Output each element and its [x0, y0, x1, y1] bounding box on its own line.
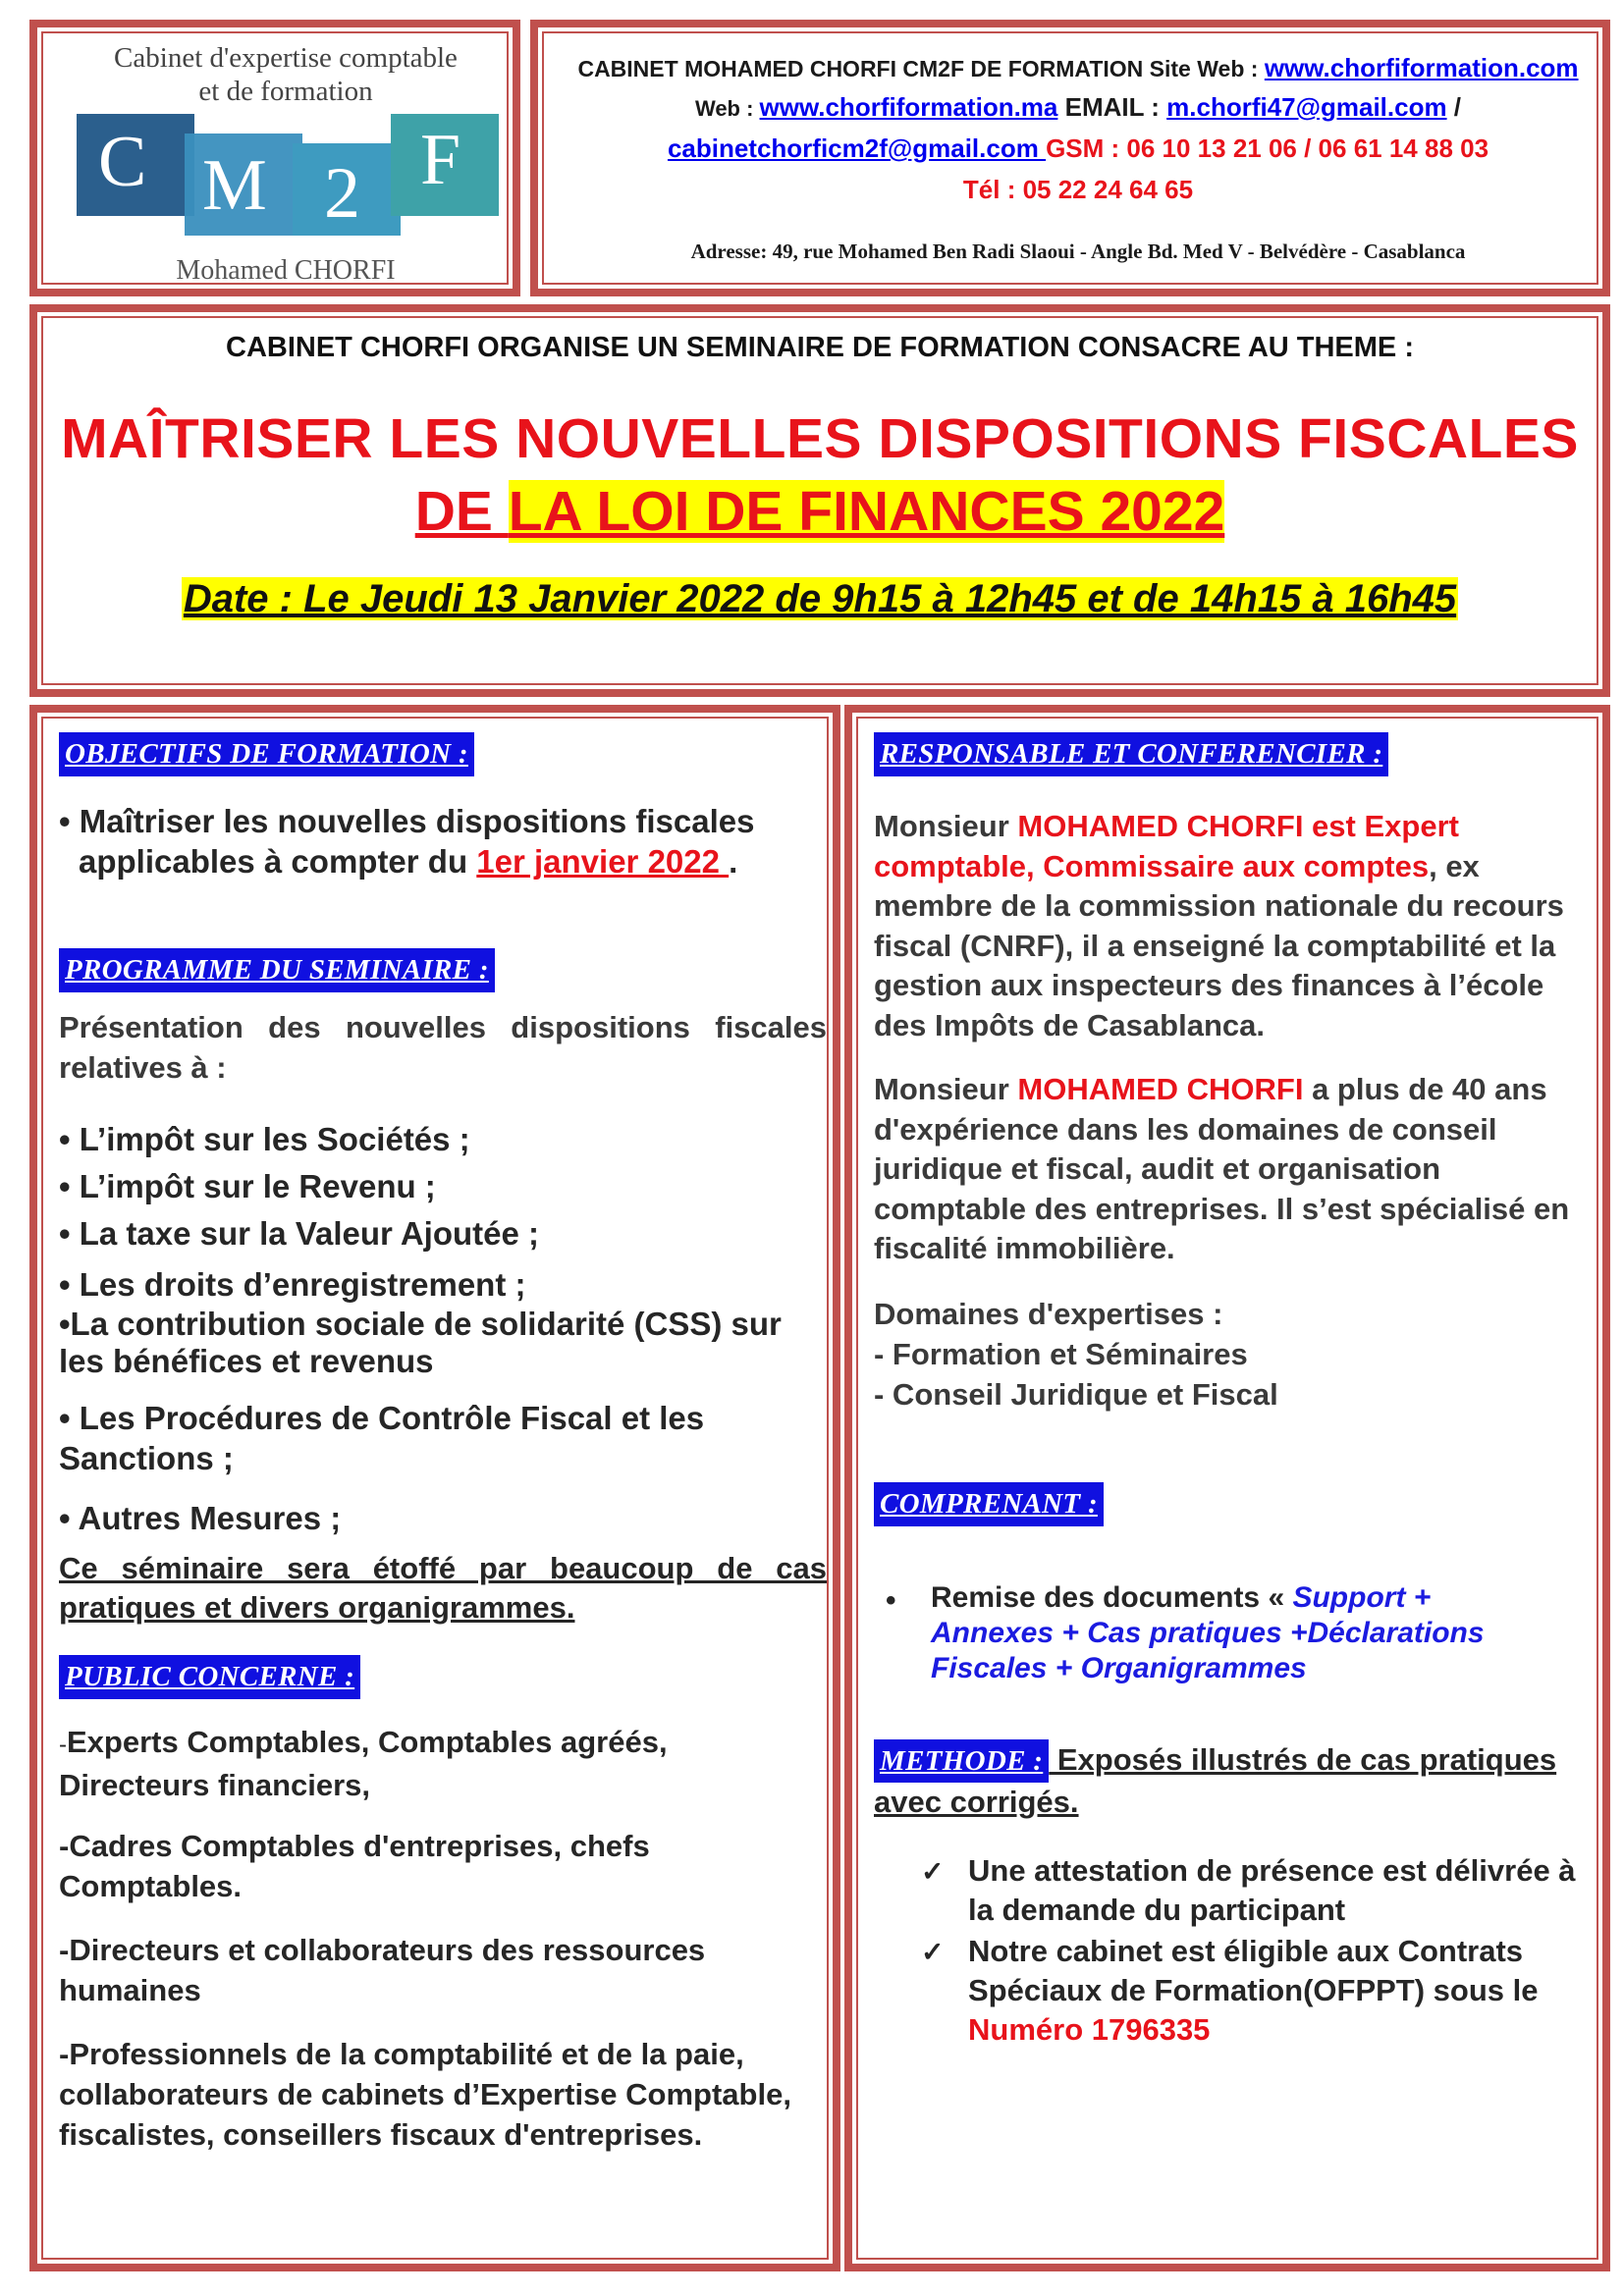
ofppt-text: Notre cabinet est éligible aux Contrats Spéciaux de Formation(OFPPT) sous le Numéro 1796335 [968, 1934, 1539, 2047]
public-item-3: -Directeurs et collaborateurs des ressources humaines [59, 1933, 706, 2007]
logo-name: Mohamed CHORFI [176, 255, 396, 286]
public-item-2: -Cadres Comptables d'entreprises, chefs Comptables. [59, 1829, 650, 1903]
attestation-text: Une attestation de présence est délivrée à la demande du participant [968, 1853, 1576, 1927]
list-item: • L’impôt sur le Revenu ; [59, 1168, 436, 1204]
logo-letter-c: C [98, 122, 147, 202]
right-column [844, 705, 1610, 2271]
programme-header-wrap [59, 948, 495, 992]
responsable-header-wrap [874, 732, 1388, 776]
remise-bullet: • [886, 1584, 896, 1617]
methode-line [874, 1739, 1581, 1822]
seminar-date: Date : Le Jeudi 13 Janvier 2022 de 9h15 à 12h45 et de 14h15 à 16h45 [183, 577, 1457, 620]
seminar-intro: CABINET CHORFI ORGANISE UN SEMINAIRE DE FORMATION CONSACRE AU THEME : [226, 332, 1414, 363]
email-link-1[interactable]: m.chorfi47@gmail.com [1166, 92, 1447, 122]
domaine-item-1: - Formation et Séminaires [874, 1337, 1248, 1371]
programme-intro: Présentation des nouvelles dispositions fiscales relatives à : [59, 1010, 827, 1085]
site-link-com[interactable]: www.chorfiformation.com [1264, 53, 1579, 82]
list-item: • Les droits d’enregistrement ; [59, 1266, 526, 1303]
comprenant-header: COMPRENANT : [874, 1482, 1104, 1526]
title-box [29, 304, 1610, 697]
contact-line-1: CABINET MOHAMED CHORFI CM2F DE FORMATION Site Web : www.chorfiformation.com [577, 53, 1579, 82]
domaine-item-2: - Conseil Juridique et Fiscal [874, 1377, 1278, 1412]
logo-letter-m: M [202, 145, 267, 226]
email-link-2[interactable]: cabinetchorficm2f@gmail.com [667, 133, 1047, 163]
contact-line-2: Web : www.chorfiformation.ma EMAIL : m.chorfi47@gmail.com / [694, 92, 1462, 122]
bio-paragraph-1: Monsieur MOHAMED CHORFI est Expert comptable, Commissaire aux comptes, ex membre de la commission nationale du recours fiscal (CNRF), il a enseigné la comptabilité et la gestion aux inspecteurs des finances à l’école des Impôts de Casablanca. [874, 809, 1564, 1042]
list-item: • Les Procédures de Contrôle Fiscal et les Sanctions ; [59, 1400, 705, 1476]
logo-letter-2: 2 [324, 153, 360, 234]
objectifs-header-wrap [59, 732, 474, 776]
logo-box [29, 20, 520, 296]
objectifs-header: OBJECTIFS DE FORMATION : [59, 732, 474, 776]
comprenant-header-wrap [874, 1482, 1104, 1526]
cas-pratiques-note: Ce séminaire sera étoffé par beaucoup de cas pratiques et divers organigrammes. [59, 1551, 827, 1625]
list-item: • La taxe sur la Valeur Ajoutée ; [59, 1215, 540, 1252]
responsable-header: RESPONSABLE ET CONFERENCIER : [874, 732, 1388, 776]
logo-letter-f: F [420, 120, 461, 200]
public-item-1: -Experts Comptables, Comptables agréés, Directeurs financiers, [59, 1725, 668, 1802]
methode-header: METHODE : [874, 1739, 1049, 1783]
date-wrap [37, 577, 1602, 621]
left-column [29, 705, 840, 2271]
domaines-title: Domaines d'expertises : [874, 1297, 1223, 1331]
public-item-4: -Professionnels de la comptabilité et de la paie, collaborateurs de cabinets d’Expertise Comptable, fiscalistes, conseillers fiscaux d'entreprises. [59, 2037, 791, 2152]
site-link-ma[interactable]: www.chorfiformation.ma [759, 92, 1058, 122]
list-item: • L’impôt sur les Sociétés ; [59, 1121, 470, 1157]
ofppt-number: Numéro 1796335 [968, 2012, 1211, 2047]
contact-line-3 [558, 133, 1598, 164]
address-text: Adresse: 49, rue Mohamed Ben Radi Slaoui - Angle Bd. Med V - Belvédère - Casablanca [690, 240, 1466, 263]
methode-text: Exposés illustrés de cas pratiques avec corrigés. [874, 1742, 1557, 1819]
public-header: PUBLIC CONCERNE : [59, 1655, 360, 1699]
contact-box [530, 20, 1610, 296]
programme-header: PROGRAMME DU SEMINAIRE : [59, 948, 495, 992]
tel-text: Tél : 05 22 24 64 65 [962, 175, 1194, 204]
check-icon: ✓ [921, 1937, 945, 1967]
gsm-text: GSM : 06 10 13 21 06 / 06 61 14 88 03 [1046, 133, 1489, 163]
public-header-wrap [59, 1655, 360, 1699]
check-icon: ✓ [921, 1856, 945, 1887]
remise-documents: Remise des documents « Support + Annexes + Cas pratiques +Déclarations Fiscales + Organigrammes [931, 1581, 1485, 1684]
loi-de-finances-highlight: LA LOI DE FINANCES 2022 [508, 480, 1225, 543]
seminar-title-line-1: MAÎTRISER LES NOUVELLES DISPOSITIONS FISCALES [61, 407, 1579, 470]
bio-paragraph-2: Monsieur MOHAMED CHORFI a plus de 40 ans d'expérience dans les domaines de conseil juridique et fiscal, audit et organisation comptable des entreprises. Il s’est spécialisé en fiscalité immobilière. [874, 1072, 1570, 1265]
list-item: •La contribution sociale de solidarité (CSS) sur les bénéfices et revenus [59, 1306, 782, 1379]
logo-title: Cabinet d'expertise comptable et de formation [114, 42, 458, 107]
list-item: • Autres Mesures ; [59, 1500, 342, 1536]
objectif-text: • Maîtriser les nouvelles dispositions fiscales applicables à compter du 1er janvier 2022 . [59, 803, 755, 880]
seminar-title-line-2: DE LA LOI DE FINANCES 2022 [414, 480, 1225, 543]
objectif-date: 1er janvier 2022 [476, 843, 730, 880]
